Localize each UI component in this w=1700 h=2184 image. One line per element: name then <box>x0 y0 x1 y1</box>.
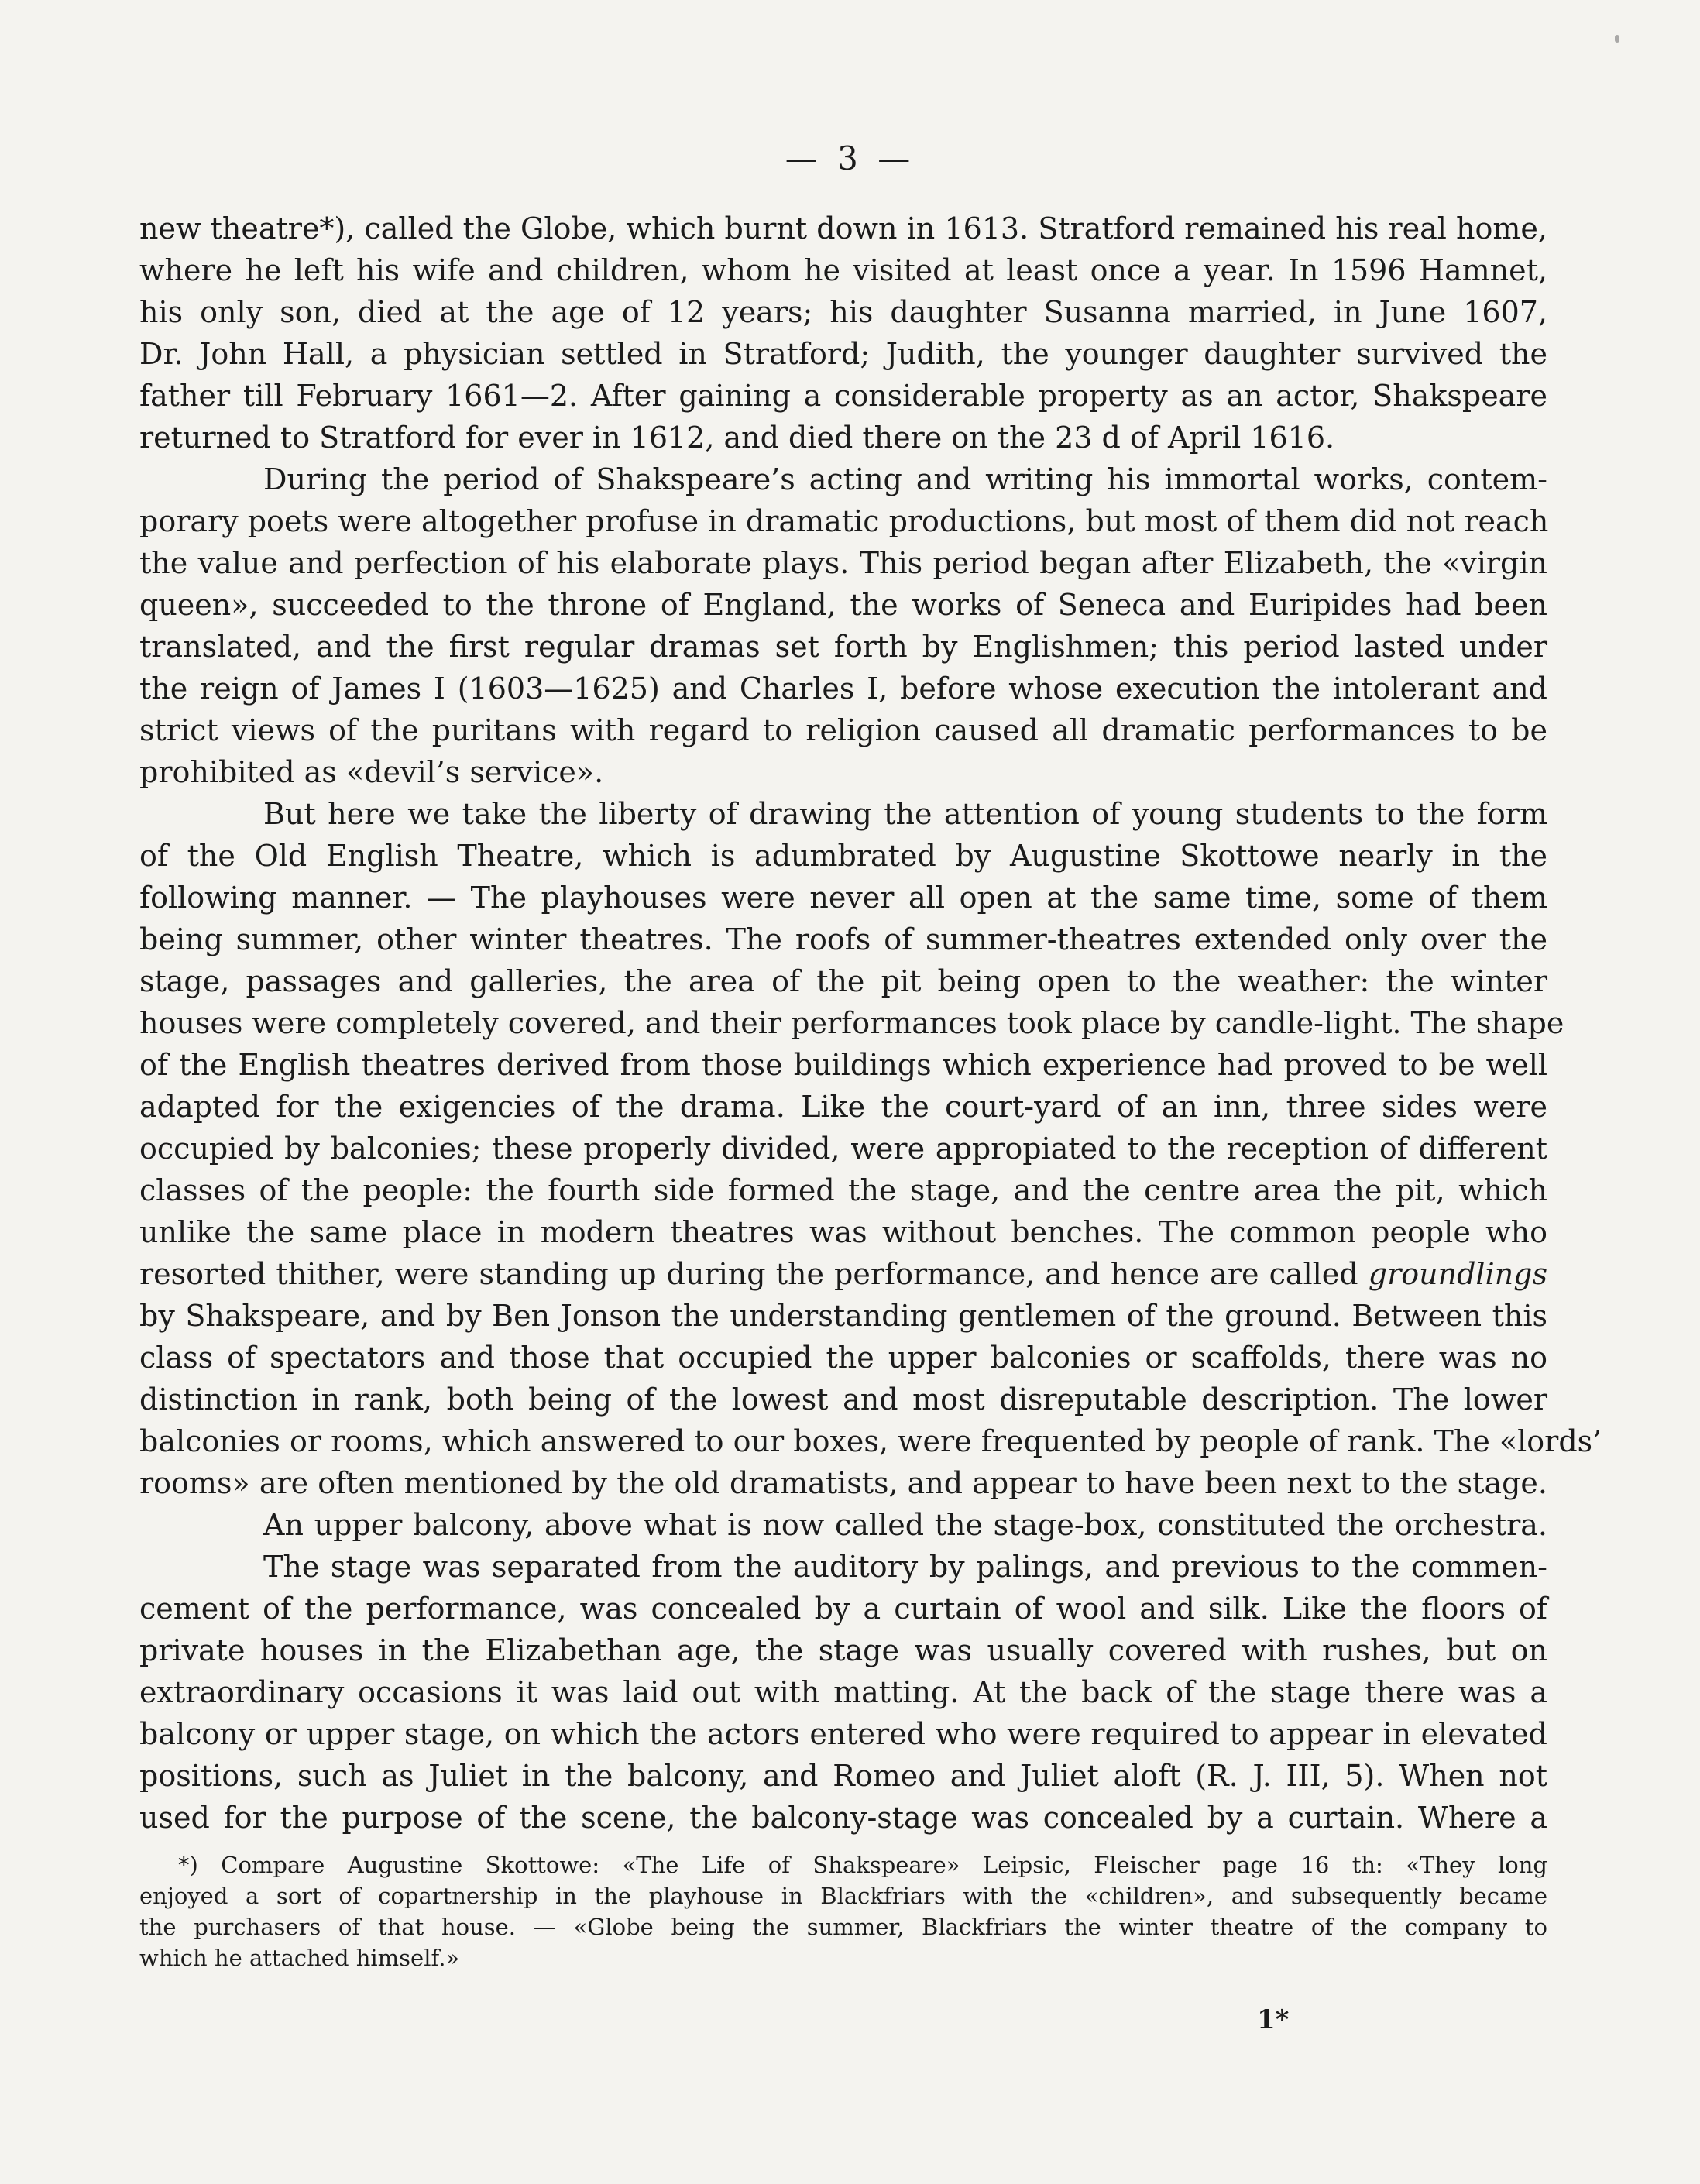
text-line: private houses in the Elizabethan age, the stage was usually covered with rushes, but on <box>139 1633 1547 1667</box>
text-line: positions, such as Juliet in the balcony, and Romeo and Juliet aloft (R. J. III, 5). When not <box>139 1759 1547 1793</box>
scan-speck <box>1615 35 1619 43</box>
text-line: of the English theatres derived from those buildings which experience had proved to be well <box>139 1048 1547 1082</box>
text-line: of the Old English Theatre, which is adumbrated by Augustine Skottowe nearly in the <box>139 839 1547 873</box>
text-line: resorted thither, were standing up during the performance, and hence are called groundlings <box>139 1257 1547 1291</box>
footnote-line: which he attached himself.» <box>139 1945 460 1971</box>
footnote-line: enjoyed a sort of copartnership in the playhouse in Blackfriars with the «children», and subsequently became <box>139 1883 1547 1909</box>
text-line: strict views of the puritans with regard to religion caused all dramatic performances to be <box>139 713 1547 747</box>
text-line: returned to Stratford for ever in 1612, and died there on the 23 d of April 1616. <box>139 421 1335 455</box>
text-line: During the period of Shakspeare’s acting and writing his immortal works, contem- <box>263 462 1547 496</box>
text-line: unlike the same place in modern theatres was without benches. The common people who <box>139 1215 1547 1249</box>
text-line: by Shakspeare, and by Ben Jonson the understanding gentlemen of the ground. Between this <box>139 1299 1547 1333</box>
text-line: father till February 1661—2. After gaining a considerable property as an actor, Shakspeare <box>139 379 1547 413</box>
text-line: where he left his wife and children, whom he visited at least once a year. In 1596 Hamnet, <box>139 253 1547 287</box>
text-line: cement of the performance, was concealed by a curtain of wool and silk. Like the floors of <box>139 1592 1547 1626</box>
signature-mark: 1* <box>1257 2004 1290 2035</box>
text-line: houses were completely covered, and their performances took place by candle-light. The shape <box>139 1006 1564 1040</box>
page-number: — 3 — <box>785 139 915 177</box>
text-line: distinction in rank, both being of the lowest and most disreputable description. The lower <box>139 1382 1547 1417</box>
text-line: The stage was separated from the auditory by palings, and previous to the commen- <box>263 1550 1547 1584</box>
text-line: translated, and the first regular dramas set forth by Englishmen; this period lasted under <box>139 630 1547 664</box>
text-line: classes of the people: the fourth side formed the stage, and the centre area the pit, which <box>139 1173 1547 1207</box>
text-line: stage, passages and galleries, the area of the pit being open to the weather: the winter <box>139 964 1547 998</box>
footnote-line: *) Compare Augustine Skottowe: «The Life of Shakspeare» Leipsic, Fleischer page 16 th: «They long <box>178 1852 1547 1878</box>
text-line: balcony or upper stage, on which the actors entered who were required to appear in elevated <box>139 1717 1547 1751</box>
text-line: But here we take the liberty of drawing the attention of young students to the form <box>263 797 1547 831</box>
text-line: porary poets were altogether profuse in dramatic productions, but most of them did not reach <box>139 504 1549 538</box>
main-text-block <box>139 208 1602 1839</box>
italic-term: groundlings <box>1368 1257 1547 1291</box>
footnote-line: the purchasers of that house. — «Globe being the summer, Blackfriars the winter theatre of the company to <box>139 1914 1547 1940</box>
text-line: Dr. John Hall, a physician settled in Stratford; Judith, the younger daughter survived the <box>139 337 1547 371</box>
text-line: used for the purpose of the scene, the balcony-stage was concealed by a curtain. Where a <box>139 1801 1547 1835</box>
text-line: being summer, other winter theatres. The roofs of summer-theatres extended only over the <box>139 922 1547 956</box>
text-line: rooms» are often mentioned by the old dramatists, and appear to have been next to the stage. <box>139 1466 1547 1500</box>
text-line: An upper balcony, above what is now called the stage-box, constituted the orchestra. <box>263 1508 1547 1542</box>
text-line: balconies or rooms, which answered to our boxes, were frequented by people of rank. The «lords’ <box>139 1424 1602 1458</box>
text-line: queen», succeeded to the throne of England, the works of Seneca and Euripides had been <box>139 588 1547 622</box>
text-line: the reign of James I (1603—1625) and Charles I, before whose execution the intolerant and <box>139 671 1547 706</box>
text-line: following manner. — The playhouses were never all open at the same time, some of them <box>139 881 1547 915</box>
text-line: prohibited as «devil’s service». <box>139 755 604 789</box>
text-line: his only son, died at the age of 12 years; his daughter Susanna married, in June 1607, <box>139 295 1547 329</box>
text-line: the value and perfection of his elaborate plays. This period began after Elizabeth, the «virgin <box>139 546 1547 580</box>
footnote-block <box>139 1849 1547 1973</box>
text-line: occupied by balconies; these properly divided, were appropiated to the reception of different <box>139 1131 1547 1166</box>
text-line: class of spectators and those that occupied the upper balconies or scaffolds, there was no <box>139 1341 1547 1375</box>
text-line: new theatre*), called the Globe, which burnt down in 1613. Stratford remained his real home, <box>139 211 1547 246</box>
text-line: extraordinary occasions it was laid out with matting. At the back of the stage there was a <box>139 1675 1547 1709</box>
text-line: adapted for the exigencies of the drama. Like the court-yard of an inn, three sides were <box>139 1090 1547 1124</box>
